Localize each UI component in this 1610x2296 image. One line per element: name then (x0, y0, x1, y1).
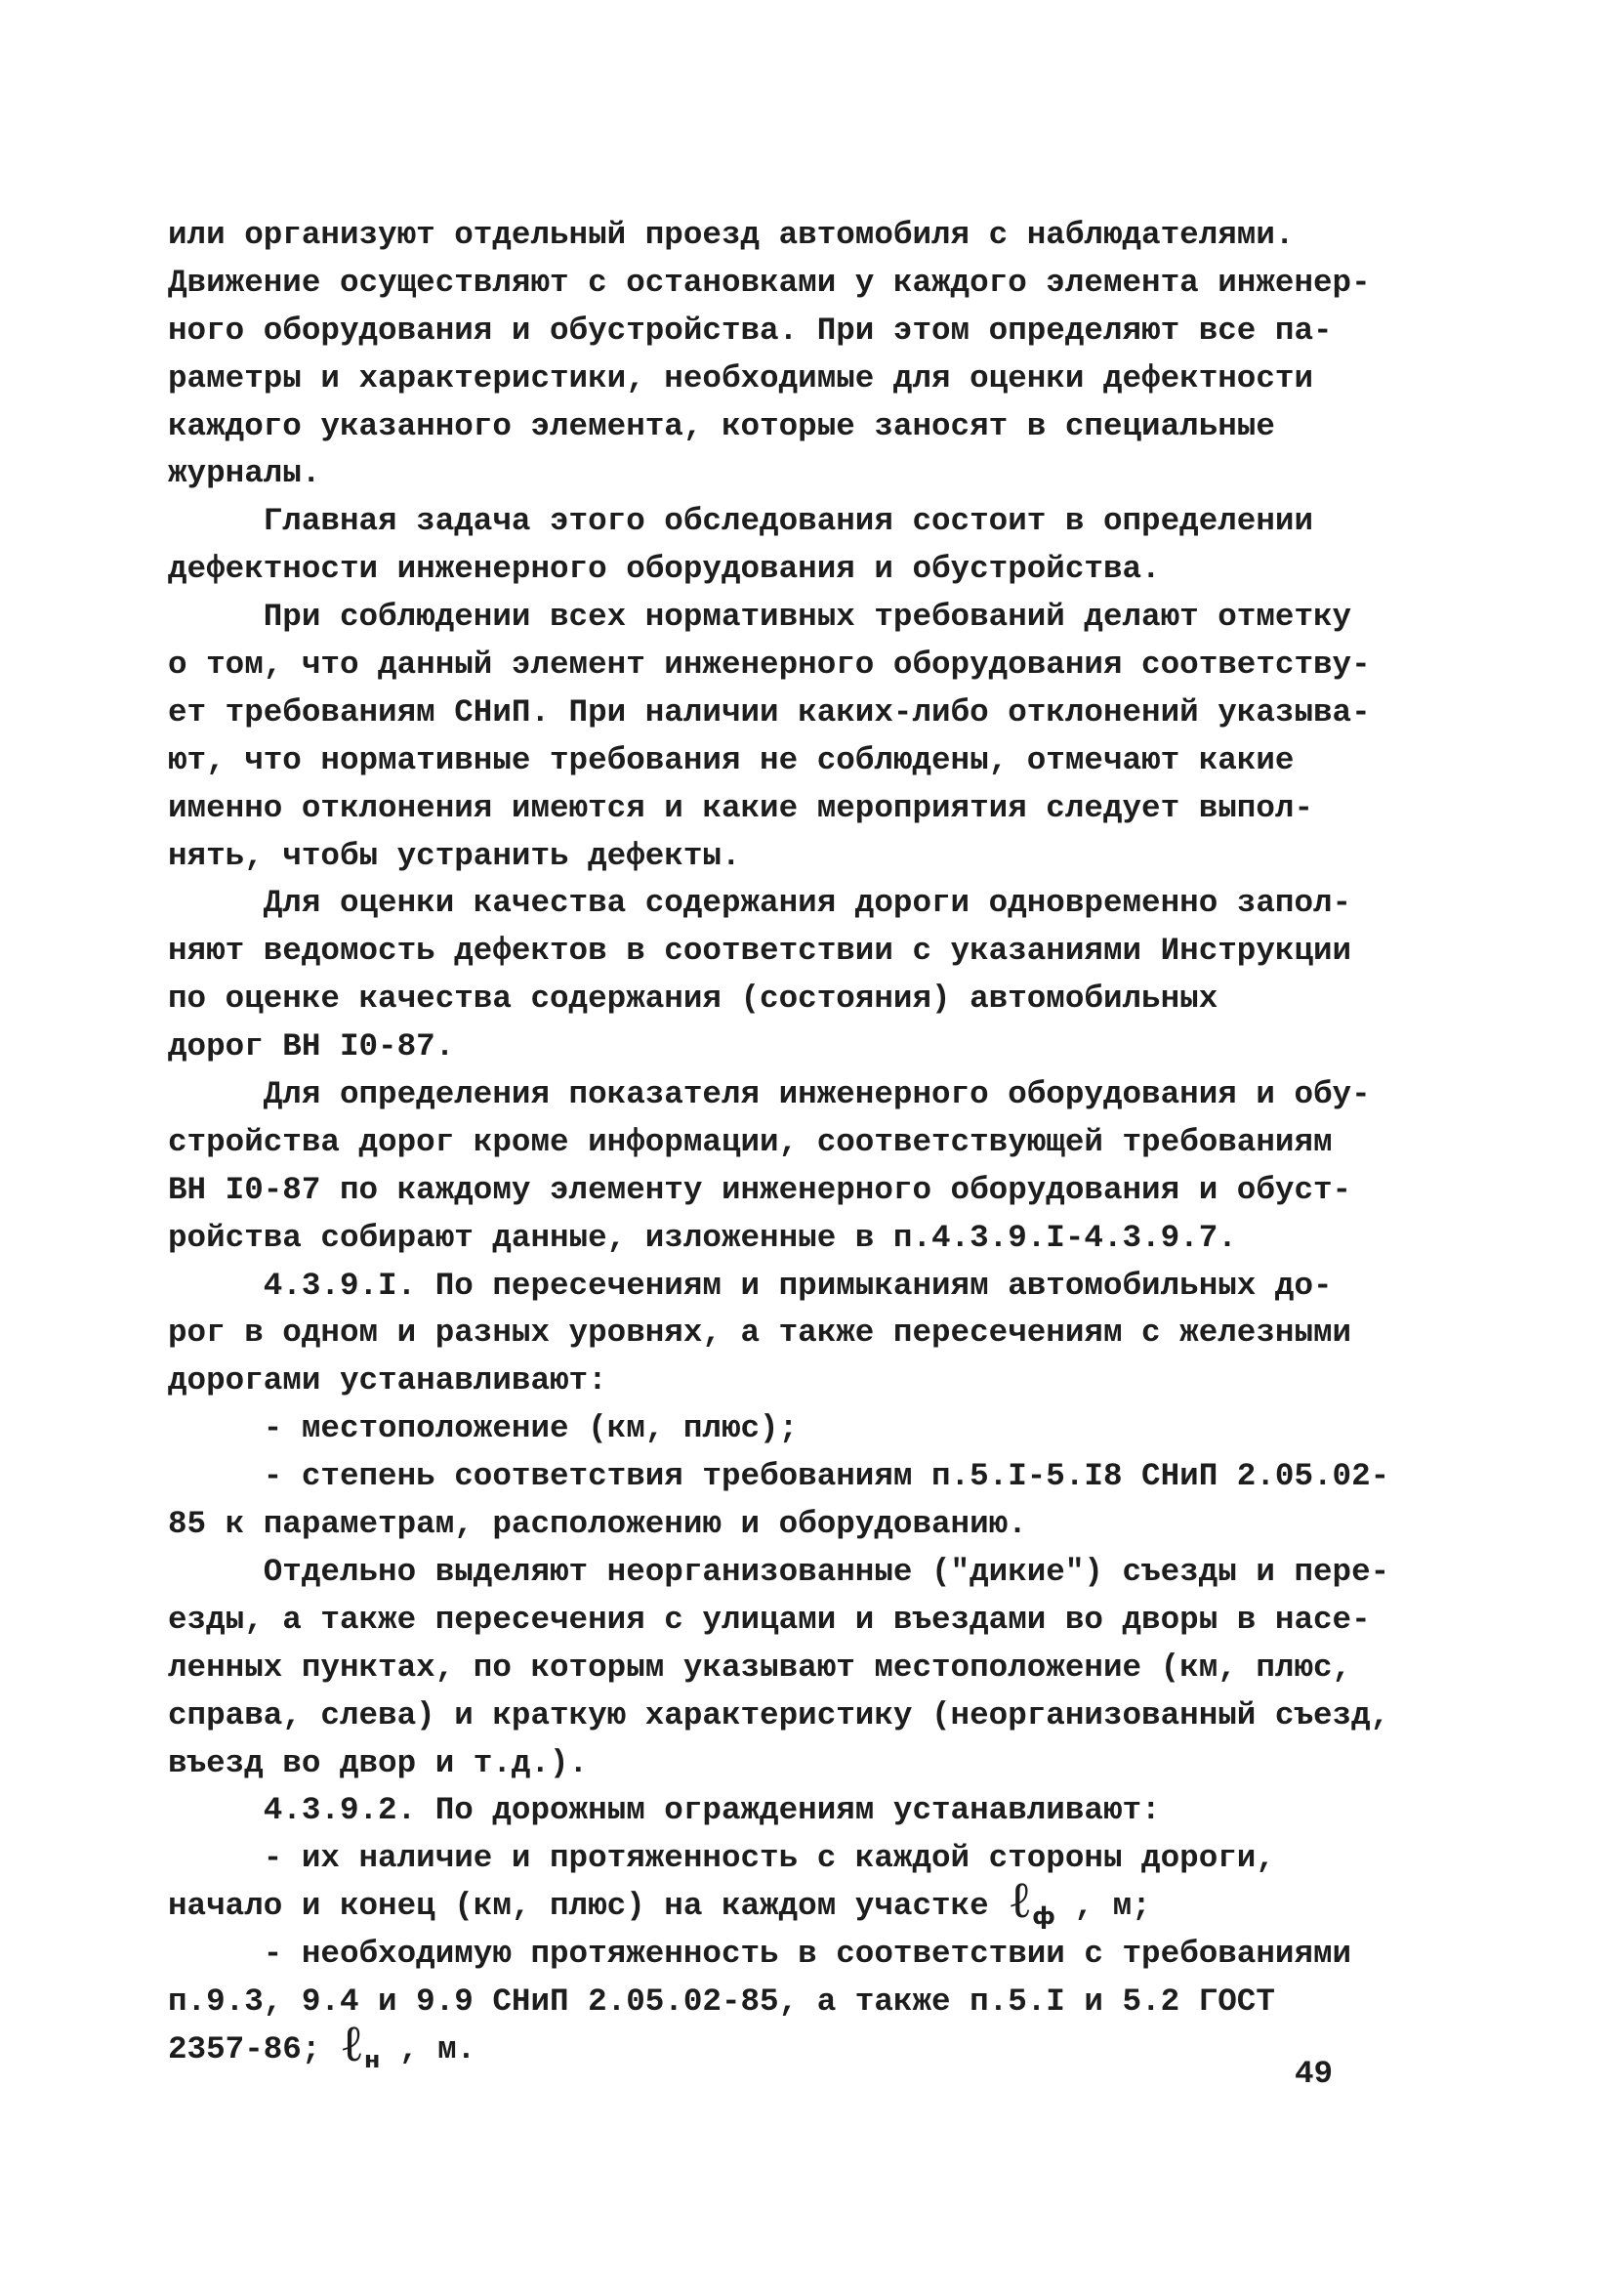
formula-line-tail: , м. (380, 2030, 476, 2067)
text-line: стройства дорог кроме информации, соответствующей требованиям (168, 1123, 1333, 1160)
text-line: ет требованиям СНиП. При наличии каких-либо отклонений указыва- (168, 693, 1371, 731)
text-line: раметры и характеристики, необходимые для оценки дефектности (168, 359, 1314, 397)
formula-line-tail: , м; (1054, 1888, 1151, 1925)
list-item-line: - местоположение (км, плюс); (263, 1410, 799, 1447)
text-line: ного оборудования и обустройства. При этом определяют все па- (168, 312, 1333, 349)
text-line: нять, чтобы устранить дефекты. (168, 837, 741, 874)
formula-line-text: 2357-86; (168, 2030, 340, 2067)
section-heading-line: 4.3.9.2. По дорожным ограждениям устанавливают: (263, 1792, 1161, 1829)
text-line: журналы. (168, 455, 321, 492)
text-line: дорог ВН I0-87. (168, 1028, 455, 1065)
text-line: именно отклонения имеются и какие мероприятия следует выпол- (168, 789, 1314, 826)
list-item-line: - необходимую протяженность в соответствии с требованиями (263, 1936, 1352, 1973)
text-line: о том, что данный элемент инженерного оборудования соответству- (168, 647, 1371, 684)
formula-line-text: начало и конец (км, плюс) на каждом участке (168, 1888, 1009, 1925)
text-line: ВН I0-87 по каждому элементу инженерного оборудования и обуст- (168, 1171, 1352, 1208)
text-line: ленных пунктах, по которым указывают местоположение (км, плюс, (168, 1649, 1352, 1686)
text-line: ройства собирают данные, изложенные в п.4.3.9.I-4.3.9.7. (168, 1219, 1237, 1256)
script-l-symbol: ℓ (1008, 1871, 1033, 1931)
script-l-symbol: ℓ (339, 2014, 364, 2073)
paragraph-first-line: Отдельно выделяют неорганизованные ("дикие") съезды и пере- (263, 1553, 1390, 1590)
text-line: рог в одном и разных уровнях, а также пересечениям с железными (168, 1315, 1352, 1352)
page-number: 49 (1295, 2056, 1334, 2092)
paragraph-first-line: При соблюдении всех нормативных требований делают отметку (263, 599, 1352, 636)
formula-line (168, 2014, 1584, 2074)
text-line: каждого указанного элемента, которые заносят в специальные (168, 407, 1275, 444)
section-heading-line: 4.3.9.I. По пересечениям и примыканиям автомобильных до- (263, 1267, 1333, 1304)
list-item-line: - степень соответствия требованиям п.5.I-5.I8 СНиП 2.05.02- (263, 1458, 1390, 1495)
paragraph-first-line: Для оценки качества содержания дороги одновременно запол- (263, 885, 1352, 922)
text-line: или организуют отдельный проезд автомобиля с наблюдателями. (168, 217, 1295, 253)
text-line: справа, слева) и краткую характеристику (неорганизованный съезд, (168, 1696, 1390, 1733)
symbol-subscript: ф (1032, 1902, 1055, 1931)
text-line: езды, а также пересечения с улицами и въездами во дворы в насе- (168, 1601, 1371, 1638)
paragraph-first-line: Для определения показателя инженерного оборудования и обу- (263, 1076, 1371, 1113)
text-line: дорогами устанавливают: (168, 1362, 607, 1399)
symbol-subscript: н (363, 2045, 381, 2073)
text-line: ют, что нормативные требования не соблюдены, отмечают какие (168, 741, 1295, 778)
document-body (168, 212, 1584, 2074)
text-line: 85 к параметрам, расположению и оборудованию. (168, 1506, 1027, 1543)
list-item-line: - их наличие и протяженность с каждой стороны дороги, (263, 1840, 1275, 1877)
text-line: Движение осуществляют с остановками у каждого элемента инженер- (168, 264, 1371, 301)
text-line: дефектности инженерного оборудования и обустройства. (168, 551, 1161, 588)
paragraph-first-line: Главная задача этого обследования состоит в определении (263, 503, 1314, 540)
text-line: няют ведомость дефектов в соответствии с указаниями Инструкции (168, 933, 1352, 970)
text-line: въезд во двор и т.д.). (168, 1744, 589, 1781)
text-line: по оценке качества содержания (состояния) автомобильных (168, 981, 1218, 1018)
text-line: п.9.3, 9.4 и 9.9 СНиП 2.05.02-85, а также п.5.I и 5.2 ГОСТ (168, 1983, 1275, 2020)
formula-line (168, 1871, 1584, 1931)
